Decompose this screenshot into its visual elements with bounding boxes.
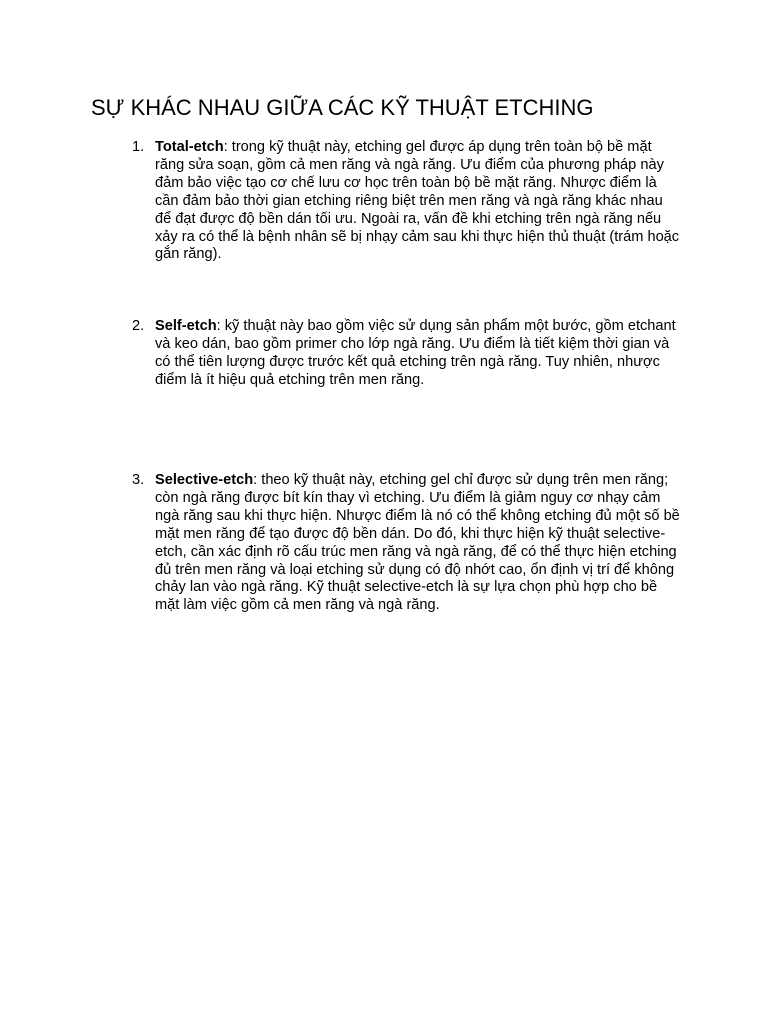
list-item-body: [155, 472, 680, 615]
list-item-body: [155, 139, 680, 264]
list-item-term: Selective-etch: [155, 472, 254, 488]
list-item-body: [155, 318, 680, 390]
list-item-description: : theo kỹ thuật này, etching gel chỉ được sử dụng trên men răng; còn ngà răng được bít kín thay vì etching. Ưu điểm là giảm nguy cơ nhạy cảm ngà răng sau khi thực hiện. Nhược điểm là nó có thể không etching đủ một số bề mặt men răng để tạo được độ bền dán. Do đó, khi thực hiện kỹ thuật selective-etch, cần xác định rõ cấu trúc men răng và ngà răng, để có thể thực hiện etching đủ trên men răng và loại etching sử dụng có độ nhớt cao, ổn định vị trí để không chảy lan vào ngà răng. Kỹ thuật selective-etch là sự lựa chọn phù hợp cho bề mặt làm việc gồm cả men răng và ngà răng.: [155, 472, 680, 614]
list-item-number: 3.: [132, 472, 145, 488]
list-item-number: 2.: [132, 318, 145, 334]
list-item-term: Self-etch: [155, 318, 217, 334]
list-item-selective-etch: [132, 472, 680, 615]
list-item-description: : kỹ thuật này bao gồm việc sử dụng sản phẩm một bước, gồm etchant và keo dán, bao gồm primer cho lớp ngà răng. Ưu điểm là tiết kiệm thời gian và có thể tiên lượng được trước kết quả etching trên ngà răng. Tuy nhiên, nhược điểm là ít hiệu quả etching trên men răng.: [155, 318, 676, 388]
list-item-total-etch: [132, 139, 680, 264]
page-title: SỰ KHÁC NHAU GIỮA CÁC KỸ THUẬT ETCHING: [91, 95, 594, 120]
list-item-number: 1.: [132, 139, 145, 155]
list-item-self-etch: [132, 318, 680, 390]
list-item-description: : trong kỹ thuật này, etching gel được áp dụng trên toàn bộ bề mặt răng sửa soạn, gồm cả men răng và ngà răng. Ưu điểm của phương pháp này đảm bảo việc tạo cơ chế lưu cơ học trên toàn bộ bề mặt răng. Nhược điểm là cần đảm bảo thời gian etching riêng biệt trên men răng và ngà răng khác nhau để đạt được độ bền dán tối ưu. Ngoài ra, vấn đề khi etching trên ngà răng nếu xảy ra có thể là bệnh nhân sẽ bị nhạy cảm sau khi thực hiện thủ thuật (trám hoặc gắn răng).: [155, 139, 680, 263]
list-item-term: Total-etch: [155, 139, 224, 155]
